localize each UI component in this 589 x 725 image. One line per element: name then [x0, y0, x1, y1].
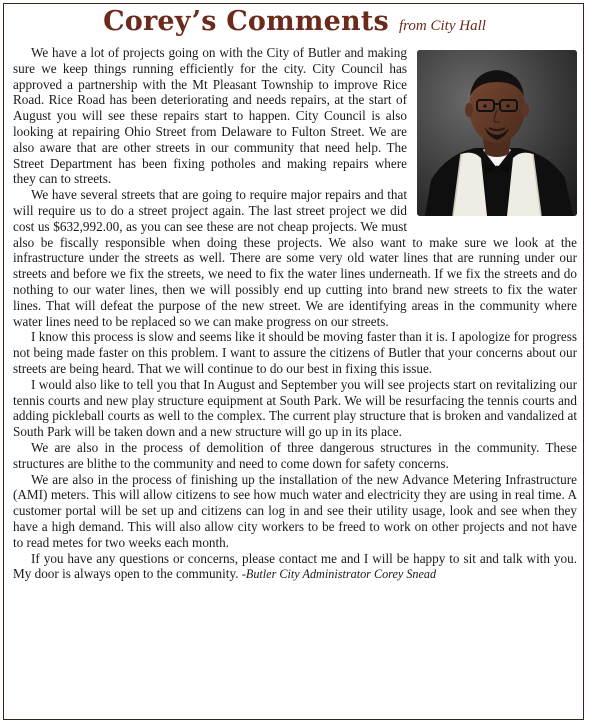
- article-subtitle: from City Hall: [398, 18, 486, 34]
- paragraph-6: We are also in the process of finishing up the installation of the new Advance Metering Infrastructure (AMI) meters. This will allow citizens to see how much water and electricity they are using in real time. A customer portal will be set up and citizens can log in and see their utility usage, look and see when they have a high demand. This will also allow city workers to be freed to work on other projects and not have to read metes for two weeks each month.: [13, 471, 577, 550]
- author-photo: [417, 50, 577, 216]
- closing-paragraph: [13, 551, 577, 584]
- author-portrait-image: [417, 50, 577, 216]
- paragraph-4: I would also like to tell you that In August and September you will see projects start on revitalizing our tennis courts and new play structure equipment at South Park. We will be resurfacing the tennis courts and adding pickleball courts as well to the complex. The current play structure that is broken and vandalized at South Park will be taken down and a new structure will go up in its place.: [13, 376, 577, 440]
- closing-text: If you have any questions or concerns, please contact me and I will be happy to sit and talk with you. My door is always open to the community.: [13, 550, 577, 582]
- paragraph-1: We have a lot of projects going on with the City of Butler and making sure we keep things running efficiently for the city. City Council has approved a partnership with the Mt Pleasant Township to improve Rice Road. Rice Road has been deteriorating and needs repairs, at the start of August you will see these repairs start to happen. City Council is also looking at repairing Ohio Street from Delaware to Fulton Street. We are also aware that are other streets in our community that need help. The Street Department has been fixing potholes and making repairs where they can to streets.: [13, 45, 407, 187]
- article-body: [13, 45, 577, 583]
- article-frame: [3, 3, 584, 720]
- author-signature: -Butler City Administrator Corey Snead: [241, 567, 437, 582]
- paragraph-5: We are also in the process of demolition of three dangerous structures in the community. These structures are blithe to the community and need to come down for safety concerns.: [13, 439, 577, 471]
- article-header: [4, 6, 585, 42]
- article-title: Corey’s Comments: [103, 6, 389, 37]
- paragraph-3: I know this process is slow and seems like it should be moving faster than it is. I apologize for progress not being made faster on this problem. I want to assure the citizens of Butler that your concerns about our streets are being heard. That we will continue to do our best in fixing this issue.: [13, 329, 577, 376]
- paragraph-2: We have several streets that are going to require major repairs and that will require us to do a street project again. The last street project we did cost us $632,992.00, as you can see these are not cheap projects. We must also be fiscally responsible when doing these projects. We also want to make sure we look at the infrastructure under the streets as well. There are some very old water lines that are running under our streets and before we fix the streets, we need to fix the water lines underneath. If we fix the streets and do nothing to our water lines, then we will possibly end up cutting into brand new streets to fix the water lines. That will defeat the purpose of the new street. We are identifying areas in the community where water lines need to be replaced so we can make progress on our streets.: [13, 187, 577, 329]
